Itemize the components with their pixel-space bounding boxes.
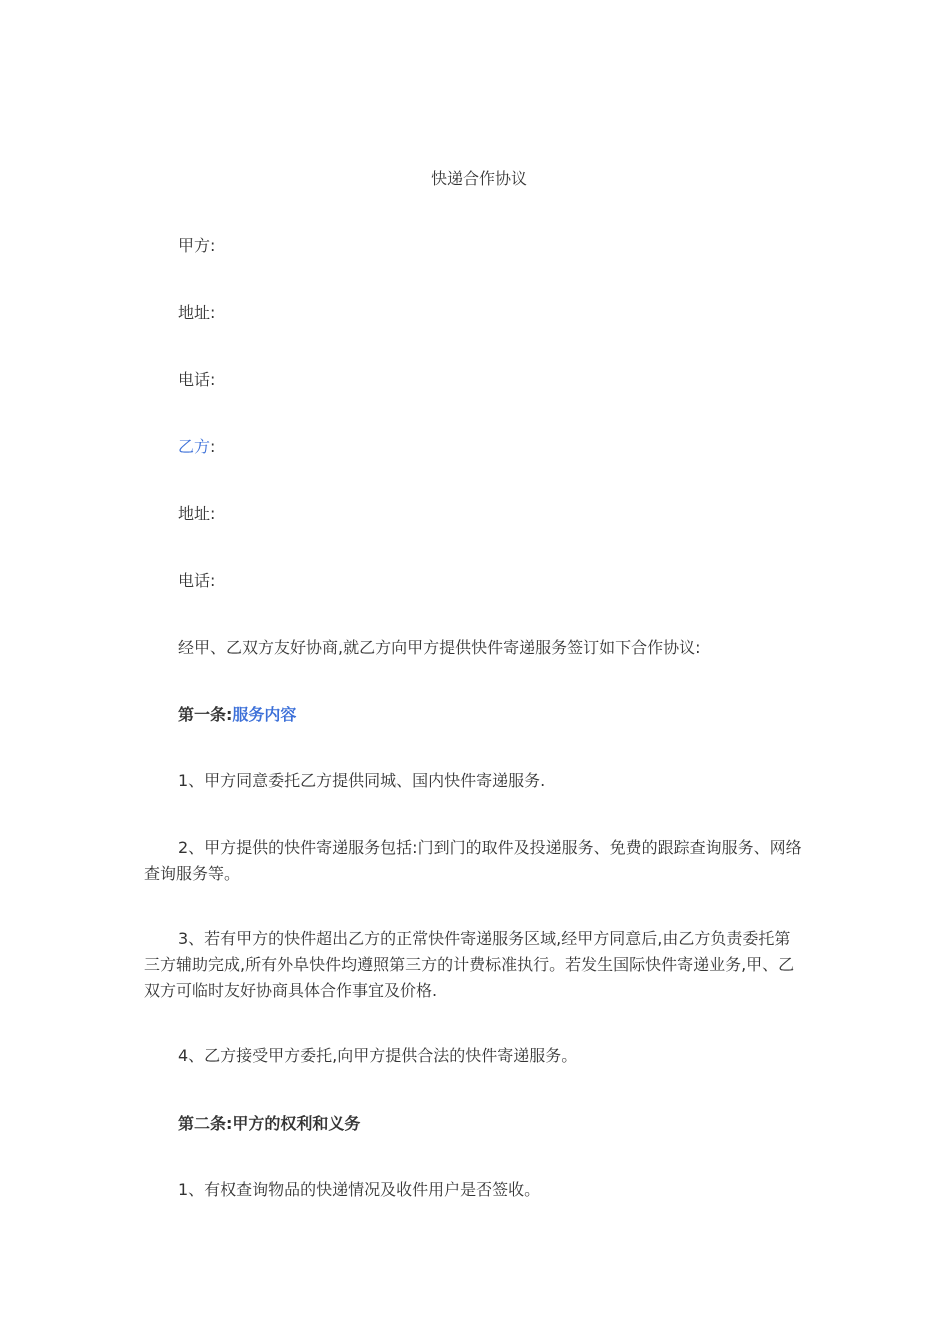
article-1-item-2: 2、甲方提供的快件寄递服务包括:门到门的取件及投递服务、免费的跟踪查询服务、网络查询服务等。 [144,838,802,883]
article-2-item-1: 1、有权查询物品的快递情况及收件用户是否签收。 [178,1180,541,1199]
article-1-item-4: 4、乙方接受甲方委托,向甲方提供合法的快件寄递服务。 [178,1046,578,1065]
article-1-item-1: 1、甲方同意委托乙方提供同城、国内快件寄递服务. [178,771,546,790]
party-b-label [178,436,215,458]
article-1-heading [178,704,296,726]
party-a-label: 甲方: [178,236,216,255]
article-1-heading-link[interactable]: 服务内容 [232,705,297,724]
party-a-address-label: 地址: [178,303,216,322]
intro-paragraph: 经甲、乙双方友好协商,就乙方向甲方提供快件寄递服务签订如下合作协议: [178,638,701,657]
party-b-link[interactable]: 乙方 [178,437,211,456]
party-b-address-label: 地址: [178,504,216,523]
article-1-heading-prefix: 第一条: [178,705,233,724]
party-b-phone-label: 电话: [178,571,216,590]
article-2-heading: 第二条:甲方的权利和义务 [178,1114,361,1133]
document-title: 快递合作协议 [430,169,527,188]
party-b-colon: : [210,437,216,456]
party-a-phone-label: 电话: [178,370,216,389]
article-1-item-3: 3、若有甲方的快件超出乙方的正常快件寄递服务区域,经甲方同意后,由乙方负责委托第三方辅助完成,所有外阜快件均遵照第三方的计费标准执行。若发生国际快件寄递业务,甲、乙双方可临时友好协商具体合作事宜及价格. [144,929,795,1000]
